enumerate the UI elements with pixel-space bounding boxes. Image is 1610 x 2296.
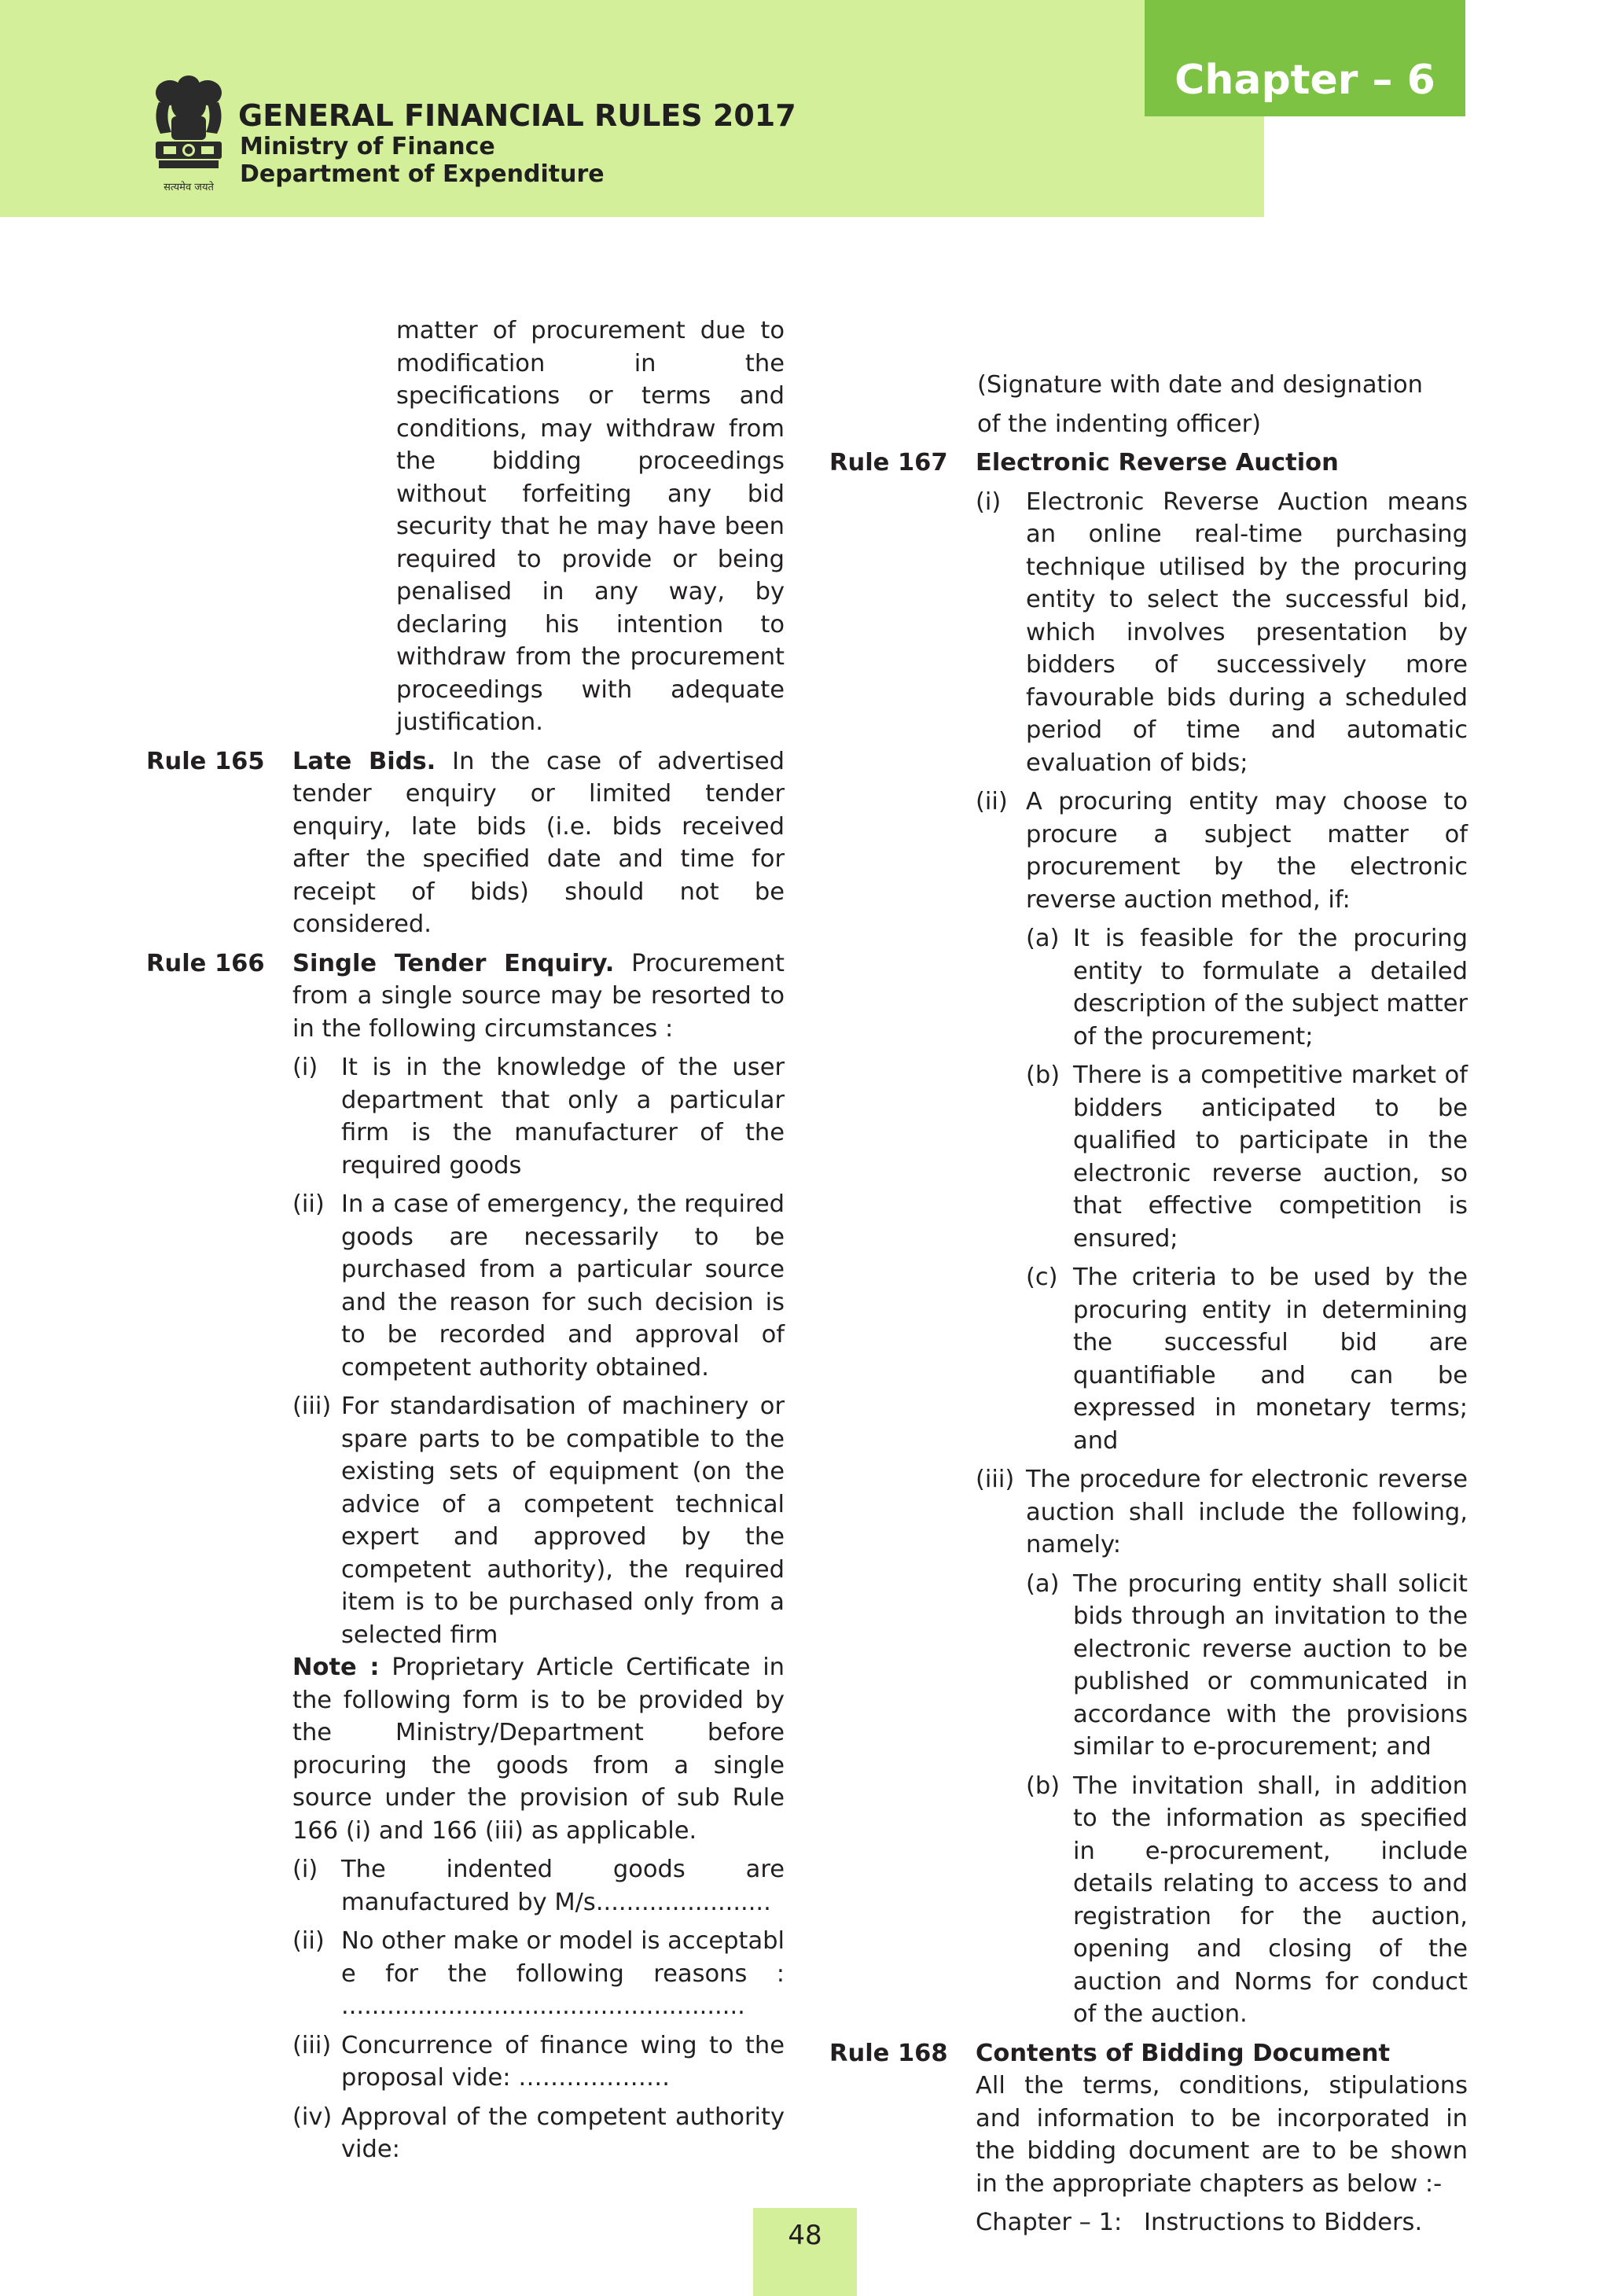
rule-body [976,2037,1468,2239]
document-title: GENERAL FINANCIAL RULES 2017 [238,98,796,133]
rule-number: Rule 167 [829,449,948,476]
emblem-motto: सत्यमेव जयते [164,182,214,193]
rule-167 [829,447,1468,2031]
certificate-item: (iii) Concurrence of finance wing to the proposal vide: ………………. [292,2031,785,2092]
note-paragraph: Note : Proprietary Article Certificate in the following form is to be provided by the Ministry/Department before procuring the goods from a single source under the provision of sub Rule 166 (i) and 166 (iii) as applicable. [292,1654,785,1845]
sub-list-item: (b) There is a competitive market of bidders anticipated to be qualified to participate in the electronic reverse auction, so that effective competition is ensured; [1026,1062,1468,1253]
certificate-item: (ii) No other make or model is acceptable for the following reasons : ..................................................... [292,1927,785,2020]
continued-paragraph: matter of procurement due to modification in the specifications or terms and conditions, may withdraw from the bidding proceedings without forfeiting any bid security that he may have been required to provide or being penalised in any way, by declaring his intention to withdraw from the procurement proceedings with adequate justification. [396,317,785,736]
signature-line: (Signature with date and designation [977,371,1423,399]
national-emblem-icon [142,71,236,204]
rule-body [292,745,785,941]
list-item: (ii) A procuring entity may choose to procure a subject matter of procurement by the electronic reverse auction method, if: [976,788,1468,914]
list-item: (ii) In a case of emergency, the required goods are necessarily to be purchased from a particular source and the reason for such decision is to be recorded and approval of competent authority obtained. [292,1190,785,1382]
signature-line: of the indenting officer) [977,410,1262,438]
chapter-title: Chapter – 6 [1174,57,1435,104]
sub-list-item: (c) The criteria to be used by the procuring entity in determining the successful bid are quantifiable and can be expressed in monetary terms; and [1026,1264,1468,1455]
rule-title: Late Bids. [292,747,436,775]
rule-text: Procurement from a single source may be resorted to in the following circumstances : [292,949,785,1043]
department-name: Department of Expenditure [240,160,605,188]
sub-list [976,1568,1468,2031]
rule-166 [146,947,785,2166]
sub-list [976,922,1468,1457]
list-item: (i) Electronic Reverse Auction means an online real-time purchasing technique utilised by the procuring entity to select the successful bid, which involves presentation by bidders of successively more favourable bids during a scheduled period of time and automatic evaluation of bids; [976,488,1468,777]
list-item: (iii) The procedure for electronic reverse auction shall include the following, namely: [976,1466,1468,1558]
sub-list-item: (a) The procuring entity shall solicit bids through an invitation to the electronic reverse auction to be published or communicated in accordance with the provisions similar to e-procurement; and [1026,1569,1468,1761]
right-column [829,369,1468,2239]
left-column [146,315,785,2166]
rule-number: Rule 166 [146,949,265,977]
rule-text: In the case of advertised tender enquiry or limited tender enquiry, late bids (i.e. bids received after the specified date and time for receipt of bids) should not be considered. [292,747,785,938]
page-number: 48 [788,2220,822,2251]
rule-number: Rule 168 [829,2039,948,2067]
rule-165 [146,745,785,941]
certificate-item: (iv) Approval of the competent authority vide: [292,2103,785,2163]
rule-number: Rule 165 [146,747,265,775]
rule-body [976,447,1468,2031]
chapter-list-item: Chapter – 1: Instructions to Bidders. [976,2209,1423,2236]
rule-title: Contents of Bidding Document [976,2039,1391,2067]
list-item: (i) It is in the knowledge of the user department that only a particular firm is the manufacturer of the required goods [292,1054,785,1179]
rule-title: Single Tender Enquiry. [292,949,615,977]
note-label: Note : [292,1654,380,1681]
list-item: (iii) For standardisation of machinery or spare parts to be compatible to the existing sets of equipment (on the advice of a competent technical expert and approved by the competent authority), the required item is to be purchased only from a selected firm [292,1393,785,1649]
rule-text: All the terms, conditions, stipulations and information to be incorporated in the bidding document are to be shown in the appropriate chapters as below :- [976,2072,1468,2198]
rule-title: Electronic Reverse Auction [976,449,1339,476]
sub-list-item: (a) It is feasible for the procuring entity to formulate a detailed description of the subject matter of the procurement; [1026,925,1468,1050]
sub-list-item: (b) The invitation shall, in addition to the information as specified in e-procurement, include details relating to access to and registration for the auction, opening and closing of the auction and Norms for conduct of the auction. [1026,1772,1468,2028]
certificate-item: (i) The indented goods are manufactured by M/s....................... [292,1856,785,1916]
rule-168 [829,2037,1468,2239]
ministry-name: Ministry of Finance [240,133,495,160]
rule-body [292,947,785,2166]
